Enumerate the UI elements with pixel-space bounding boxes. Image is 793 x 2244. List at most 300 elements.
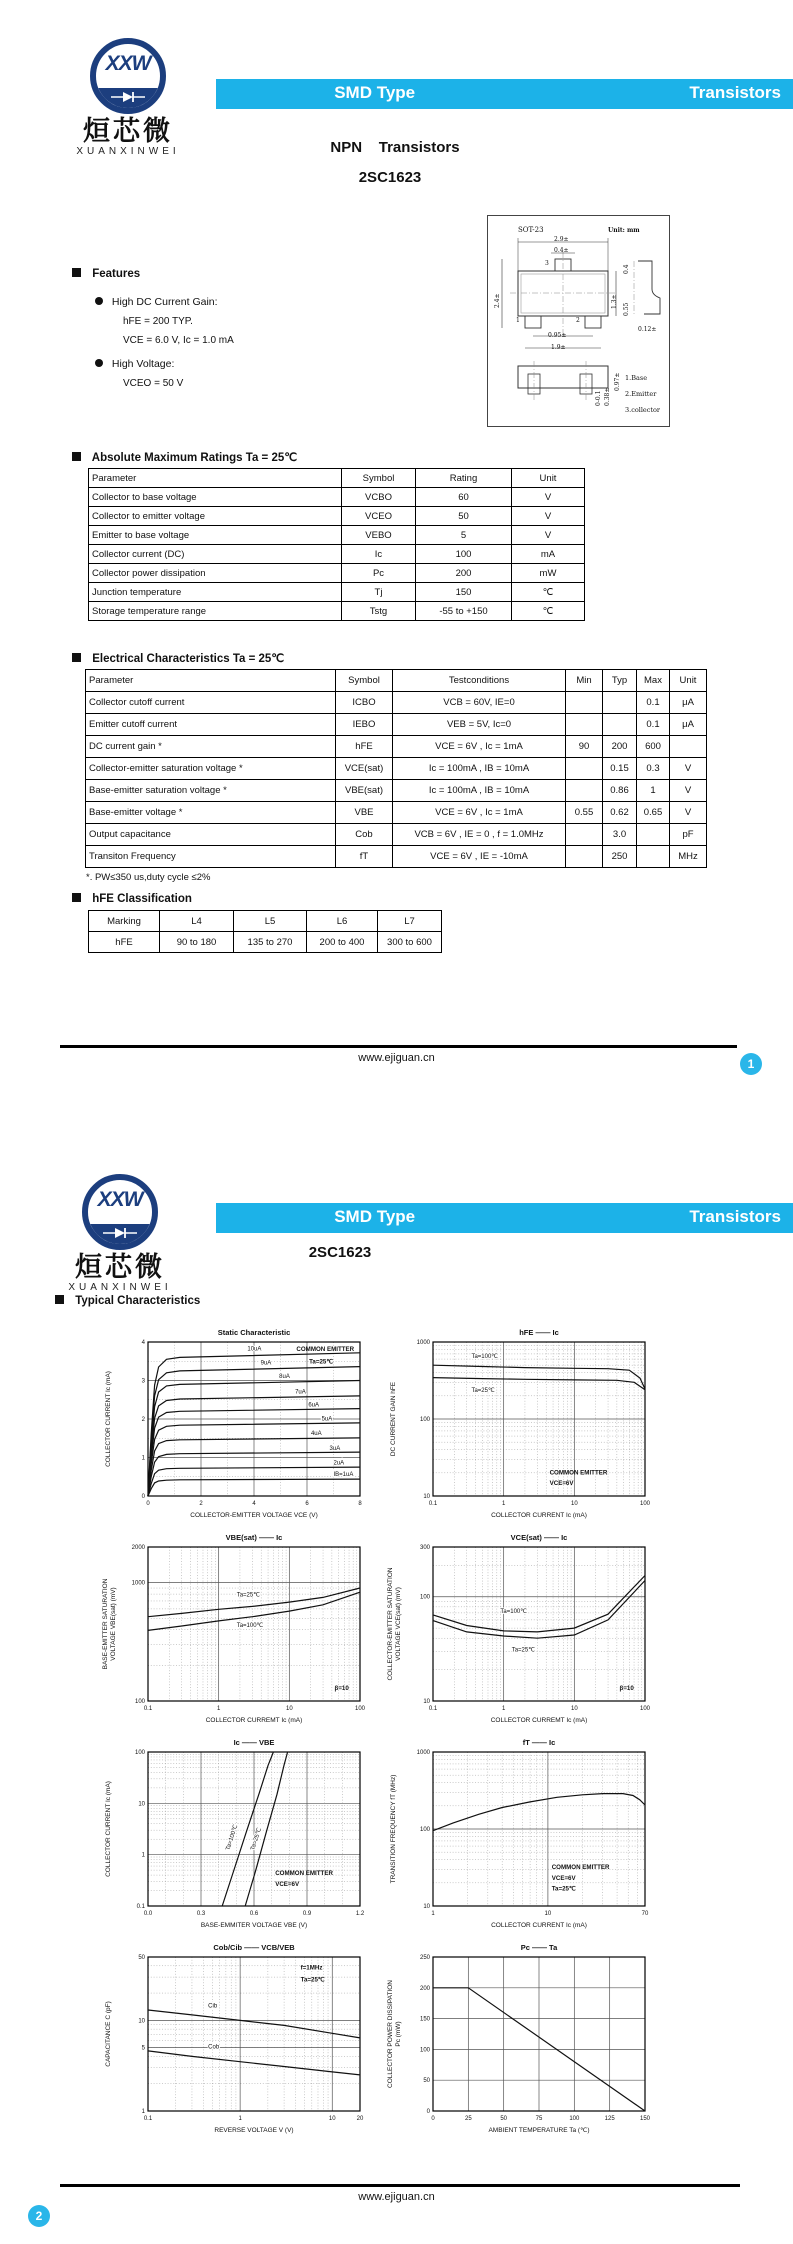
package-dim-label: 0.12±	[638, 326, 657, 333]
table-cell: VCEO	[342, 507, 416, 526]
table-cell: 1	[637, 780, 670, 802]
chart-hfe-vs-ic	[385, 1326, 655, 1526]
chart-text: 0.3	[196, 1911, 206, 1917]
table-cell: 60	[416, 488, 512, 507]
package-dim-label: 0.38±	[604, 387, 611, 406]
table-cell: V	[670, 780, 707, 802]
chart-text: VOLTAGE VCE(sat) (mV)	[395, 1587, 402, 1661]
package-dim-label: 1.3±	[611, 294, 618, 309]
chart-text: COLLECTOR-EMITTER SATURATION	[387, 1567, 394, 1681]
table-cell: 50	[416, 507, 512, 526]
chart-text: BASE-EMITTER SATURATION	[102, 1578, 109, 1670]
chart-text: 0.1	[428, 1501, 438, 1507]
chart-text: 10	[328, 2116, 336, 2122]
features-heading: Features	[72, 268, 140, 280]
package-dim-label: 0-0.1	[595, 390, 602, 406]
table-cell: mA	[512, 545, 585, 564]
chart-text: 50	[138, 1955, 145, 1961]
chart-text: 10	[570, 1501, 578, 1507]
chart-curve-Cib	[148, 2010, 360, 2038]
section-square-icon	[72, 268, 81, 277]
chart-curve-Ta=100℃	[433, 1365, 645, 1389]
table-cell: 0.62	[603, 802, 637, 824]
table-row	[89, 932, 442, 953]
chart-vbesat-vs-ic	[100, 1531, 370, 1731]
table-cell: Cob	[336, 824, 393, 846]
package-dim-label: 1.Base	[625, 374, 648, 382]
chart-text: 1000	[131, 1580, 145, 1587]
chart-vcesat-vs-ic	[385, 1531, 655, 1731]
chart-text: COMMON EMITTER	[296, 1346, 355, 1354]
company-name-cn: 烜芯微	[75, 1252, 165, 1282]
table-cell	[566, 824, 603, 846]
chart-text: 0.0	[143, 1911, 153, 1917]
chart-text: 4	[141, 1340, 145, 1346]
chart-text: 10	[423, 1904, 430, 1910]
chart-text: f=1MHz	[300, 1964, 323, 1972]
table-row	[86, 692, 707, 714]
package-dim-label: 0.97±	[614, 372, 621, 391]
chart-text: 70	[641, 1911, 649, 1917]
table-cell: 200	[603, 736, 637, 758]
chart-curve-Cob	[148, 2051, 360, 2075]
table-cell: Tstg	[342, 602, 416, 621]
chart-text: 10	[138, 1801, 145, 1808]
table-cell: Collector to base voltage	[89, 488, 342, 507]
chart-static-characteristic	[100, 1326, 370, 1526]
table-cell: V	[512, 526, 585, 545]
chart-text: 100	[569, 2116, 580, 2122]
table-cell: Storage temperature range	[89, 602, 342, 621]
chart-text: COMMON EMITTER	[275, 1870, 333, 1878]
chart-text: COLLECTOR CURREMT Ic (mA)	[205, 1717, 303, 1724]
chart-text: Ta=100℃	[225, 1824, 240, 1852]
table-cell: Collector to emitter voltage	[89, 507, 342, 526]
package-dim-label: 0.55	[623, 302, 630, 316]
chart-text: 100	[419, 1827, 430, 1833]
abs-max-heading: Absolute Maximum Ratings Ta = 25℃	[72, 450, 297, 464]
footer-rule	[60, 1045, 737, 1048]
package-dim-label: SOT-23	[518, 226, 544, 234]
table-header-cell: Min	[566, 670, 603, 692]
hfe-class-table	[88, 910, 442, 953]
chart-text: 1	[238, 2116, 242, 2122]
table-cell: Emitter cutoff current	[86, 714, 336, 736]
table-header-cell: Symbol	[342, 469, 416, 488]
chart-pc-vs-ta	[385, 1941, 655, 2141]
chart-text: 125	[604, 2116, 615, 2122]
chart-svg-cob-cib	[100, 1941, 370, 2141]
chart-text: Ta=25℃	[236, 1592, 260, 1599]
package-dim-label: 3	[545, 260, 549, 267]
chart-text: 8	[358, 1501, 362, 1507]
chart-text: 300	[419, 1545, 430, 1551]
logo-text: XXW	[105, 52, 151, 75]
table-cell: 250	[603, 846, 637, 868]
table-row	[89, 911, 442, 932]
table-cell: 600	[637, 736, 670, 758]
banner-right-label: Transistors	[689, 83, 781, 102]
chart-text: 10	[423, 1494, 430, 1500]
package-dim-label: 1.9±	[551, 344, 566, 351]
table-header-cell: Rating	[416, 469, 512, 488]
table-header-row	[86, 670, 707, 692]
chart-text: COMMON EMITTER	[551, 1864, 610, 1872]
feature-detail: hFE = 200 TYP.	[123, 316, 193, 327]
chart-text: 1	[141, 1455, 145, 1462]
bullet-icon	[95, 297, 103, 305]
table-cell: μA	[670, 714, 707, 736]
chart-curve-Ta=100℃	[433, 1576, 645, 1632]
chart-text: 7uA	[295, 1389, 306, 1396]
chart-text: COLLECTOR CURRENT Ic (mA)	[491, 1922, 587, 1929]
chart-svg-static-characteristic	[100, 1326, 370, 1526]
table-cell: ℃	[512, 602, 585, 621]
table-cell: Ic = 100mA , IB = 10mA	[393, 780, 566, 802]
table-row	[86, 846, 707, 868]
chart-text: VCE=6V	[549, 1480, 574, 1488]
table-cell: Ic = 100mA , IB = 10mA	[393, 758, 566, 780]
table-cell: μA	[670, 692, 707, 714]
chart-text: 200	[419, 1985, 430, 1992]
chart-text: 4	[252, 1501, 256, 1507]
table-cell: Transiton Frequency	[86, 846, 336, 868]
table-cell: VCE = 6V , Ic = 1mA	[393, 736, 566, 758]
chart-ft-vs-ic	[385, 1736, 655, 1936]
chart-svg-vbesat-ic	[100, 1531, 370, 1731]
table-cell: VCE(sat)	[336, 758, 393, 780]
table-cell: VCBO	[342, 488, 416, 507]
chart-text: 2000	[131, 1545, 145, 1551]
table-cell: 0.1	[637, 692, 670, 714]
feature-detail: VCEO = 50 V	[123, 378, 184, 389]
footer-url[interactable]: www.ejiguan.cn	[358, 1052, 435, 1064]
chart-text: 1.2	[355, 1911, 365, 1917]
section-square-icon	[72, 653, 81, 662]
table-header-cell: Symbol	[336, 670, 393, 692]
table-row	[89, 564, 585, 583]
chart-text: 0.1	[136, 1904, 145, 1910]
chart-text: hFE —— Ic	[519, 1328, 559, 1337]
chart-curve-fT	[433, 1794, 645, 1831]
chart-text: Ta=25℃	[511, 1647, 535, 1654]
table-cell	[637, 824, 670, 846]
chart-text: 0	[141, 1494, 145, 1500]
page-number-badge: 1	[740, 1053, 762, 1075]
chart-text: BASE-EMMITER VOLTAGE VBE (V)	[200, 1922, 308, 1929]
chart-text: COLLECTOR CURRENT Ic (mA)	[491, 1512, 587, 1519]
device-type-line: NPN Transistors	[330, 139, 460, 156]
package-dim-label: 0.4±	[554, 247, 569, 254]
chart-curve-Ta=100℃	[222, 1752, 273, 1906]
table-header-cell: Parameter	[86, 670, 336, 692]
chart-text: Ic —— VBE	[233, 1738, 275, 1747]
chart-text: β=10	[619, 1685, 634, 1693]
chart-text: 10	[285, 1706, 293, 1712]
table-cell: 0.55	[566, 802, 603, 824]
table-row	[89, 526, 585, 545]
chart-text: 1	[501, 1501, 506, 1507]
chart-text: 100	[639, 1501, 651, 1507]
chart-text: 150	[419, 2016, 430, 2023]
table-header-row	[89, 469, 585, 488]
chart-text: 1000	[416, 1750, 430, 1756]
table-row	[89, 545, 585, 564]
table-cell	[566, 758, 603, 780]
table-row	[89, 488, 585, 507]
package-dim-label: 2.Emitter	[625, 390, 657, 398]
chart-text: 0.9	[302, 1911, 312, 1917]
chart-text: CAPACITANCE C (pF)	[105, 2001, 112, 2067]
table-row	[86, 824, 707, 846]
table-cell: hFE	[89, 932, 160, 953]
chart-text: REVERSE VOLTAGE V (V)	[214, 2127, 294, 2134]
chart-text: 100	[419, 2047, 430, 2054]
chart-svg-pc-ta	[385, 1941, 655, 2141]
chart-text: 10	[570, 1706, 578, 1712]
chart-text: COLLECTOR-EMITTER VOLTAGE VCE (V)	[190, 1512, 318, 1519]
table-row	[89, 583, 585, 602]
chart-text: 3uA	[329, 1445, 341, 1452]
chart-svg-hfe-ic	[385, 1326, 655, 1526]
table-header-cell: Testconditions	[393, 670, 566, 692]
chart-text: fT —— Ic	[522, 1738, 556, 1747]
table-cell: VBE(sat)	[336, 780, 393, 802]
section-square-icon	[72, 893, 81, 902]
table-cell: V	[670, 802, 707, 824]
package-dim-label: 2.9±	[554, 236, 569, 243]
table-cell: ℃	[512, 583, 585, 602]
chart-svg-vcesat-ic	[385, 1531, 655, 1731]
table-cell: 0.1	[637, 714, 670, 736]
table-cell: Base-emitter saturation voltage *	[86, 780, 336, 802]
company-logo	[58, 38, 198, 157]
table-cell: VCB = 6V , IE = 0 , f = 1.0MHz	[393, 824, 566, 846]
typical-characteristics-heading: Typical Characteristics	[55, 1295, 200, 1307]
table-cell: DC current gain *	[86, 736, 336, 758]
table-cell: 0.15	[603, 758, 637, 780]
chart-text: VCE(sat) —— Ic	[510, 1533, 568, 1542]
table-cell: V	[512, 507, 585, 526]
table-row	[89, 602, 585, 621]
chart-text: Ta=100℃	[500, 1608, 528, 1615]
section-square-icon	[72, 452, 81, 461]
table-cell: Collector-emitter saturation voltage *	[86, 758, 336, 780]
chart-text: COLLECTOR CURRENT Ic (mA)	[105, 1781, 112, 1877]
abs-max-table	[88, 468, 585, 621]
table-cell: Collector cutoff current	[86, 692, 336, 714]
table-cell: 0.65	[637, 802, 670, 824]
chart-text: 10	[138, 2018, 145, 2025]
table-cell: L5	[234, 911, 307, 932]
chart-text: 100	[354, 1706, 366, 1712]
table-cell: L7	[378, 911, 442, 932]
table-cell: L6	[307, 911, 378, 932]
table-cell: Collector power dissipation	[89, 564, 342, 583]
chart-text: IB=1uA	[333, 1471, 354, 1478]
logo-text: XXW	[97, 1188, 143, 1211]
section-square-icon	[55, 1295, 64, 1304]
chart-text: Static Characteristic	[217, 1328, 291, 1337]
table-cell: mW	[512, 564, 585, 583]
table-cell	[566, 780, 603, 802]
table-row	[86, 714, 707, 736]
table-cell: 90 to 180	[160, 932, 234, 953]
footer-rule	[60, 2184, 740, 2187]
table-cell: 135 to 270	[234, 932, 307, 953]
company-name-en: XUANXINWEI	[76, 146, 180, 157]
table-cell: V	[512, 488, 585, 507]
banner-right-label: Transistors	[689, 1207, 781, 1226]
table-cell: L4	[160, 911, 234, 932]
chart-text: 20	[356, 2116, 364, 2122]
company-name-en: XUANXINWEI	[68, 1282, 172, 1293]
footer-url[interactable]: www.ejiguan.cn	[358, 2191, 435, 2203]
table-row	[86, 758, 707, 780]
chart-text: 2	[199, 1501, 203, 1507]
chart-text: 1	[141, 2109, 145, 2115]
chart-text: 150	[639, 2116, 651, 2122]
table-cell: hFE	[336, 736, 393, 758]
table-cell: Junction temperature	[89, 583, 342, 602]
chart-text: 0.6	[249, 1911, 259, 1917]
chart-text: Ta=25℃	[309, 1358, 334, 1366]
package-dim-label: 3.collector	[625, 406, 661, 414]
chart-text: 0.1	[143, 1706, 153, 1712]
chart-text: 0.1	[143, 2116, 153, 2122]
table-cell: 90	[566, 736, 603, 758]
chart-text: 8uA	[279, 1374, 290, 1381]
chart-text: Cob	[208, 2044, 220, 2051]
company-logo	[50, 1174, 190, 1293]
chart-text: Ta=100℃	[236, 1623, 264, 1630]
chart-text: COLLECTOR CURRENT Ic (mA)	[105, 1371, 112, 1467]
diode-icon	[96, 88, 160, 108]
table-header-cell: Unit	[670, 670, 707, 692]
table-cell: VCE = 6V , IE = -10mA	[393, 846, 566, 868]
chart-text: Cib	[208, 2003, 218, 2010]
chart-cob-cib-vs-v	[100, 1941, 370, 2141]
table-cell: 0.3	[637, 758, 670, 780]
chart-text: 0	[146, 1501, 150, 1507]
feature-item: High Voltage:	[95, 358, 375, 370]
table-header-cell: Max	[637, 670, 670, 692]
table-cell: VEBO	[342, 526, 416, 545]
table-cell: Ic	[342, 545, 416, 564]
chart-text: DC CURRENT GAIN hFE	[390, 1381, 397, 1457]
table-cell	[566, 714, 603, 736]
chart-text: 50	[500, 2116, 508, 2122]
table-cell: fT	[336, 846, 393, 868]
part-number: 2SC1623	[308, 1244, 372, 1261]
feature-detail: VCE = 6.0 V, Ic = 1.0 mA	[123, 335, 234, 346]
chart-text: TRANSITION FREQUENCY fT (MHz)	[390, 1774, 397, 1884]
table-header-cell: Parameter	[89, 469, 342, 488]
chart-text: 10uA	[247, 1346, 262, 1353]
table-cell	[603, 714, 637, 736]
chart-svg-ic-vbe	[100, 1736, 370, 1936]
chart-text: 0	[431, 2116, 435, 2122]
table-row	[86, 780, 707, 802]
chart-text: VOLTAGE VBE(sat) (mV)	[110, 1587, 117, 1661]
chart-text: 100	[419, 1594, 430, 1601]
package-outline-drawing	[487, 215, 670, 427]
chart-text: Ta=25℃	[471, 1387, 495, 1394]
chart-text: VCE=6V	[275, 1880, 300, 1888]
table-cell: 100	[416, 545, 512, 564]
chart-text: 9uA	[260, 1360, 272, 1367]
company-name-cn: 烜芯微	[83, 116, 173, 146]
chart-text: COLLECTOR CURREMT Ic (mA)	[490, 1717, 588, 1724]
features-list	[95, 290, 375, 389]
table-cell	[670, 736, 707, 758]
chart-text: Pc —— Ta	[520, 1943, 558, 1952]
chart-text: 6uA	[308, 1402, 320, 1409]
banner-left-label: SMD Type	[334, 83, 416, 102]
table-row	[89, 507, 585, 526]
chart-text: 75	[535, 2116, 543, 2122]
table-cell: VEB = 5V, Ic=0	[393, 714, 566, 736]
table-cell: Emitter to base voltage	[89, 526, 342, 545]
chart-text: Ta=100℃	[471, 1353, 499, 1360]
chart-text: 1000	[416, 1340, 430, 1346]
table-header-cell: Typ	[603, 670, 637, 692]
logo-mark-icon	[90, 38, 166, 114]
table-cell: -55 to +150	[416, 602, 512, 621]
chart-svg-ft-ic	[385, 1736, 655, 1936]
page-number-badge: 2	[28, 2205, 50, 2227]
chart-text: 3	[141, 1378, 145, 1385]
table-cell	[566, 692, 603, 714]
logo-mark-icon	[82, 1174, 158, 1250]
chart-text: 5uA	[321, 1416, 333, 1423]
table-cell: Pc	[342, 564, 416, 583]
package-dim-label: 2.4±	[494, 293, 501, 308]
table-cell: 3.0	[603, 824, 637, 846]
table-cell: 0.86	[603, 780, 637, 802]
table-header-cell: Unit	[512, 469, 585, 488]
package-dim-label: Unit: mm	[608, 227, 640, 234]
chart-text: 100	[134, 1750, 145, 1756]
chart-text: 2uA	[333, 1460, 345, 1467]
chart-text: 5	[141, 2045, 145, 2052]
hfe-class-heading: hFE Classification	[72, 893, 192, 905]
chart-text: COLLECTOR POWER DISSIPATION	[387, 1980, 394, 2088]
chart-text: 1	[216, 1706, 221, 1712]
table-row	[86, 736, 707, 758]
table-cell: ICBO	[336, 692, 393, 714]
chart-text: 6	[305, 1501, 309, 1507]
chart-text: COMMON EMITTER	[549, 1469, 608, 1477]
table-cell: 5	[416, 526, 512, 545]
chart-text: 2	[141, 1417, 145, 1423]
table-cell: Marking	[89, 911, 160, 932]
package-dim-label: 1	[516, 317, 520, 324]
table-cell: 200 to 400	[307, 932, 378, 953]
chart-text: Pc (mW)	[395, 2021, 402, 2047]
header-banner	[216, 1203, 793, 1233]
elec-char-table	[85, 669, 707, 868]
chart-text: 4uA	[310, 1431, 322, 1438]
diode-icon	[88, 1224, 152, 1244]
table-cell: pF	[670, 824, 707, 846]
chart-curve-Ta=25℃	[433, 1378, 645, 1390]
chart-text: β=10	[334, 1685, 349, 1693]
chart-text: 10	[544, 1911, 552, 1917]
header-banner	[216, 79, 793, 109]
chart-text: 250	[419, 1955, 430, 1961]
table-cell: VBE	[336, 802, 393, 824]
